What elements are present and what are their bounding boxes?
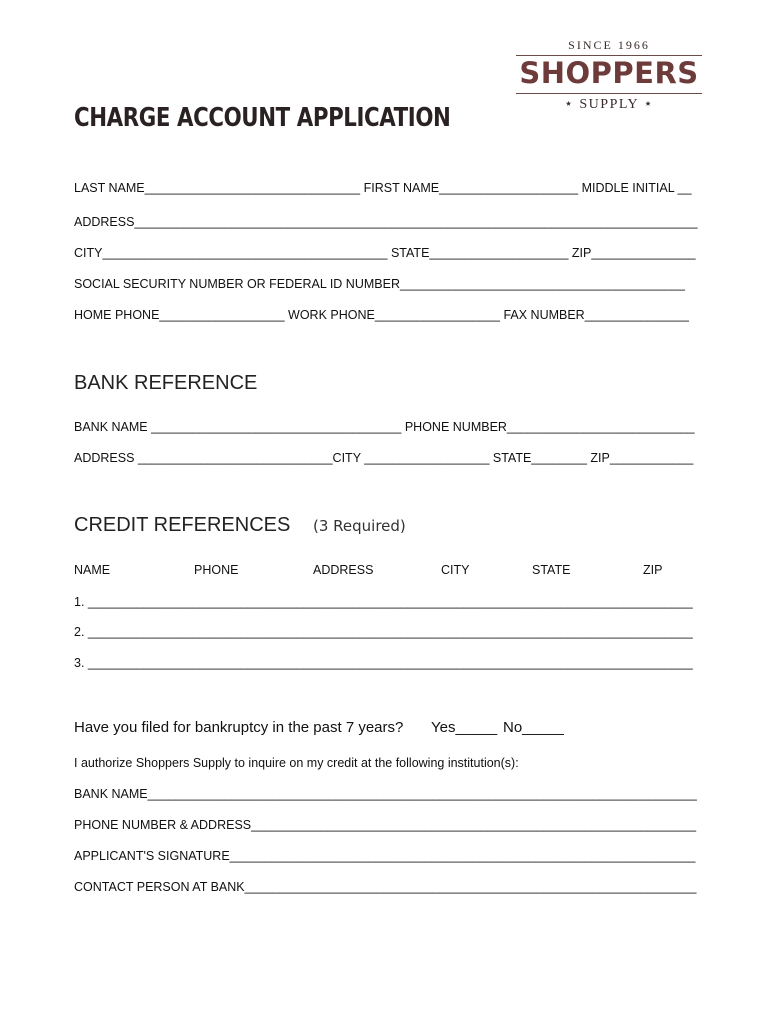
col-phone: PHONE [194,563,239,577]
name-row[interactable]: LAST NAME_______________________________ FIRST NAME____________________ MIDDLE INITIAL __ [74,181,692,195]
city-state-zip-row[interactable]: CITY_________________________________________ STATE____________________ ZIP_______________ [74,246,696,260]
bankruptcy-no[interactable]: No_____ [503,719,564,736]
logo-supply: ⋆ SUPPLY ⋆ [564,97,654,112]
bank-name-row[interactable]: BANK NAME ____________________________________ PHONE NUMBER___________________________ [74,420,695,434]
logo-rule-bottom [516,93,702,94]
bank-reference-heading: BANK REFERENCE [74,372,258,394]
logo-since: SINCE 1966 [568,38,650,52]
address-row[interactable]: ADDRESS_________________________________________________________________________________ [74,215,698,229]
col-city: CITY [441,563,470,577]
credit-references-note: (3 Required) [313,517,406,535]
authorization-statement: I authorize Shoppers Supply to inquire on my credit at the following institution(s): [74,756,519,770]
phones-row[interactable]: HOME PHONE__________________ WORK PHONE__________________ FAX NUMBER_______________ [74,308,689,322]
bankruptcy-yes[interactable]: Yes_____ [431,719,498,736]
credit-references-heading: CREDIT REFERENCES [74,514,291,536]
page-title: CHARGE ACCOUNT APPLICATION [74,103,451,133]
col-name: NAME [74,563,111,577]
ssn-row[interactable]: SOCIAL SECURITY NUMBER OR FEDERAL ID NUMBER_________________________________________ [74,277,686,291]
col-address: ADDRESS [313,563,374,577]
auth-bank-name-row[interactable]: BANK NAME_______________________________________________________________________________ [74,787,697,801]
bank-address-row[interactable]: ADDRESS ____________________________CITY __________________ STATE________ ZIP____________ [74,451,694,465]
auth-phone-address-row[interactable]: PHONE NUMBER & ADDRESS________________________________________________________________ [74,818,697,832]
contact-person-row[interactable]: CONTACT PERSON AT BANK_________________________________________________________________ [74,880,697,894]
col-state: STATE [532,563,571,577]
logo-name: SHOPPERS [519,55,699,91]
credit-reference-row-1[interactable]: 1. _______________________________________________________________________________________ [74,595,693,609]
col-zip: ZIP [643,563,663,577]
credit-reference-row-3[interactable]: 3. _______________________________________________________________________________________ [74,656,693,670]
applicant-signature-row[interactable]: APPLICANT'S SIGNATURE___________________________________________________________________ [74,849,696,863]
credit-reference-row-2[interactable]: 2. _______________________________________________________________________________________ [74,625,693,639]
bankruptcy-question: Have you filed for bankruptcy in the past 7 years? [74,719,404,736]
